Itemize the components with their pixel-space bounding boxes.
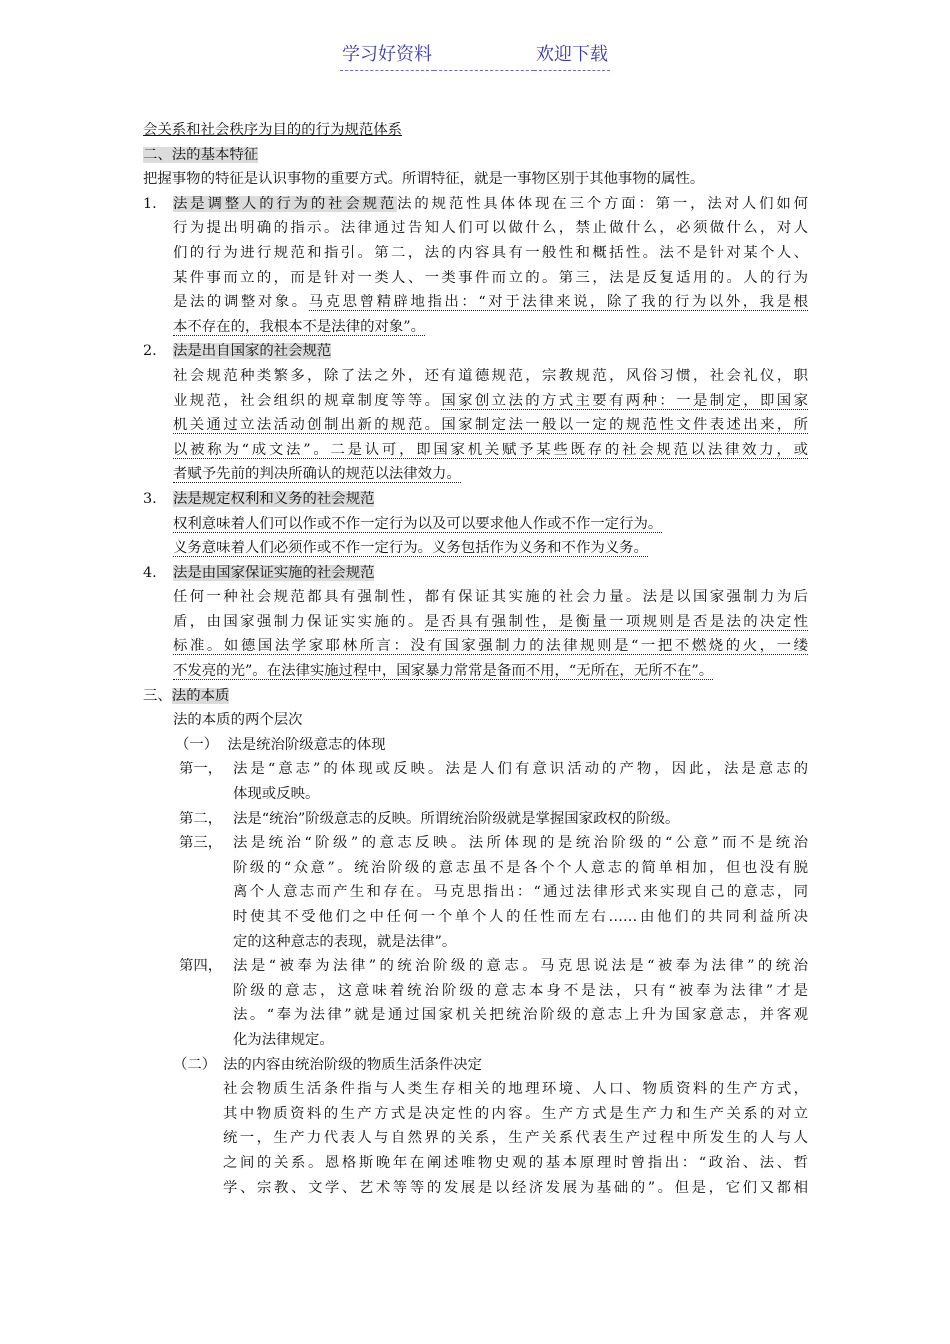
item4-l3: 标准。如德国法学家耶林所言：没有国家强制力的法律规则是“一把不燃烧的火，一缕 bbox=[173, 638, 808, 655]
point-line: 法。“奉为法律”就是通过国家机关把统治阶级的意志上升为国家意志，并客观 bbox=[233, 1007, 808, 1024]
item2-line1: 社会规范种类繁多，除了法之外，还有道德规范，宗教规范，风俗习惯，社会礼仪，职 bbox=[173, 367, 808, 384]
point-label: 第一， bbox=[179, 761, 223, 778]
header-left: 学习好资料 bbox=[340, 40, 434, 71]
part2-block bbox=[143, 1053, 808, 1201]
part1-title: 法是统治阶级意志的体现 bbox=[227, 736, 386, 753]
page-header bbox=[0, 40, 950, 71]
item1-l1-rest: 法的规范性具体体现在三个方面：第一，法对人们如何 bbox=[397, 195, 808, 212]
item1-line4: 某件事而立的，而是针对一类人、一类事件而立的。第三，法是反复适用的。人的行为 bbox=[173, 269, 808, 286]
item4-title: 法是由国家保证实施的社会规范 bbox=[173, 564, 375, 581]
item4-l2a: 盾，由国家强制力保证实实施的。 bbox=[173, 613, 425, 630]
item2-line4 bbox=[173, 438, 808, 463]
point-line: 阶级的意志，这意味着统治阶级的意志本身不是法，只有“被奉为法律”才是 bbox=[233, 982, 808, 999]
point-line: 阶级的“众意”。统治阶级的意志虽不是各个个人意志的简单相加，但也没有脱 bbox=[233, 859, 808, 876]
list-item-1 bbox=[143, 192, 808, 340]
item1-line1 bbox=[173, 192, 808, 217]
header-right: 欢迎下载 bbox=[534, 40, 610, 71]
part2-title: 法的内容由统治阶级的物质生活条件决定 bbox=[223, 1056, 483, 1073]
point-item bbox=[143, 757, 808, 806]
item2-l5: 者赋予先前的判决所确认的规范以法律效力。 bbox=[173, 466, 461, 483]
part2-line: 社会物质生活条件指与人类生存相关的地理环境、人口、物质资料的生产方式， bbox=[223, 1081, 808, 1098]
part2-body bbox=[223, 1077, 808, 1200]
part2-line: 学、宗教、文学、艺术等等的发展是以经济发展为基础的”。但是，它们又都相 bbox=[223, 1179, 808, 1196]
intro-line bbox=[143, 118, 808, 143]
sec3-heading-title: 法的本质 bbox=[171, 687, 230, 704]
item1-line2: 行为提出明确的指示。法律通过告知人们可以做什么，禁止做什么，必须做什么，对人 bbox=[173, 220, 808, 237]
item3-line2 bbox=[173, 536, 808, 561]
item2-l2b: 国家创立法的方式主要有两种：一是制定，即国家 bbox=[441, 392, 808, 409]
point-line: 法是“统治”阶级意志的反映。所谓统治阶级就是掌握国家政权的阶级。 bbox=[233, 810, 680, 827]
part2-line: 统一，生产力代表人与自然界的关系，生产关系代表生产过程中所发生的人与人 bbox=[223, 1130, 808, 1147]
item-number: 1. bbox=[143, 195, 157, 212]
item2-l4: 以被称为“成文法”。二是认可，即国家机关赋予某些既存的社会规范以法律效力，或 bbox=[173, 441, 808, 458]
item2-l2a: 业规范，社会组织的规章制度等等。 bbox=[173, 392, 442, 409]
item2-line5 bbox=[173, 462, 808, 487]
point-line: 时使其不受他们之中任何一个单个人的任性而左右……由他们的共同利益所决 bbox=[233, 909, 808, 925]
part1-label: （一） bbox=[175, 736, 219, 753]
item4-line3 bbox=[173, 634, 808, 659]
item1-line3: 们的行为进行规范和指引。第二，法的内容具有一般性和概括性。法不是针对某个人、 bbox=[173, 244, 808, 261]
point-item bbox=[143, 807, 808, 832]
item1-l5b: 马克思曾精辟地指出：“对于法律来说，除了我的行为以外，我是根 bbox=[308, 294, 809, 311]
point-line: 化为法律规定。 bbox=[233, 1031, 334, 1048]
sec2-lead: 把握事物的特征是认识事物的重要方式。所谓特征，就是一事物区别于其他事物的属性。 bbox=[143, 171, 705, 188]
point-line: 离个人意志而产生和存在。马克思指出：“通过法律形式来实现自己的意志，同 bbox=[233, 884, 808, 901]
item2-title: 法是出自国家的社会规范 bbox=[173, 343, 332, 360]
item1-l5a: 是法的调整对象。 bbox=[173, 294, 309, 311]
point-line: 体现或反映。 bbox=[233, 786, 320, 803]
header-gap bbox=[434, 50, 534, 71]
part2-label: （二） bbox=[173, 1056, 217, 1073]
part1-heading bbox=[143, 733, 808, 758]
sec3-heading-prefix: 三、 bbox=[143, 687, 172, 704]
part2-line: 其中物质资料的生产方式是决定性的内容。生产方式是生产力和生产关系的对立 bbox=[223, 1105, 808, 1122]
list-item-4 bbox=[143, 561, 808, 684]
item3-title: 法是规定权利和义务的社会规范 bbox=[173, 490, 375, 507]
point-item bbox=[143, 954, 808, 1052]
item-number: 4. bbox=[143, 564, 157, 581]
item3-l1: 权利意味着人们可以作或不作一定行为以及可以要求他人作或不作一定行为。 bbox=[173, 515, 663, 532]
sec3-subheading: 法的本质的两个层次 bbox=[173, 712, 303, 729]
sec2-heading-text: 二、法的基本特征 bbox=[143, 146, 259, 163]
item1-l6: 本不存在的，我根本不是法律的对象”。 bbox=[173, 318, 425, 335]
point-line: 法是“意志”的体现或反映。法是人们有意识活动的产物，因此，法是意志的 bbox=[233, 761, 808, 778]
list-item-3 bbox=[143, 487, 808, 561]
list-item-2 bbox=[143, 339, 808, 487]
item4-l2b: 是否具有强制性，是衡量一项规则是否是法的决定性 bbox=[424, 613, 808, 630]
item1-line6 bbox=[173, 315, 808, 340]
intro-text: 会关系和社会秩序为目的的行为规范体系 bbox=[143, 122, 403, 138]
item4-line4 bbox=[173, 659, 808, 684]
item1-title: 法是调整人的行为的社会规范 bbox=[173, 195, 398, 212]
item4-line2 bbox=[173, 610, 808, 635]
point-label: 第四， bbox=[179, 958, 223, 975]
part2-line: 之间的关系。恩格斯晚年在阐述唯物史观的基本原理时曾指出：“政治、法、哲 bbox=[223, 1154, 808, 1171]
item2-line3 bbox=[173, 413, 808, 438]
point-label: 第二， bbox=[179, 810, 223, 827]
item2-line2 bbox=[173, 389, 808, 414]
sec2-heading bbox=[143, 143, 808, 168]
item1-line5 bbox=[173, 290, 808, 315]
point-label: 第三， bbox=[179, 835, 223, 852]
item4-l4: 不发亮的光”。在法律实施过程中，国家暴力常常是备而不用，“无所在，无所不在”。 bbox=[173, 663, 714, 680]
part1-points bbox=[143, 757, 808, 1052]
point-line: 法是统治“阶级”的意志反映。法所体现的是统治阶级的“公意”而不是统治 bbox=[233, 835, 808, 852]
item3-l2: 义务意味着人们必须作或不作一定行为。义务包括作为义务和不作为义务。 bbox=[173, 540, 648, 557]
point-line: 法是“被奉为法律”的统治阶级的意志。马克思说法是“被奉为法律”的统治 bbox=[233, 958, 808, 975]
point-line: 定的这种意志的表现，就是法律”。 bbox=[233, 933, 457, 950]
point-item bbox=[143, 831, 808, 954]
item4-line1: 任何一种社会规范都具有强制性，都有保证其实施的社会力量。法是以国家强制力为后 bbox=[173, 589, 808, 606]
item-number: 3. bbox=[143, 490, 157, 507]
item2-title-line bbox=[173, 339, 808, 364]
item-number: 2. bbox=[143, 343, 157, 360]
item2-l3: 机关通过立法活动创制出新的规范。国家制定法一般以一定的规范性文件表述出来，所 bbox=[173, 417, 808, 434]
item3-line1 bbox=[173, 512, 808, 537]
document-body bbox=[143, 118, 808, 1200]
item4-title-line bbox=[173, 561, 808, 586]
item3-title-line bbox=[173, 487, 808, 512]
sec3-heading bbox=[143, 684, 808, 709]
